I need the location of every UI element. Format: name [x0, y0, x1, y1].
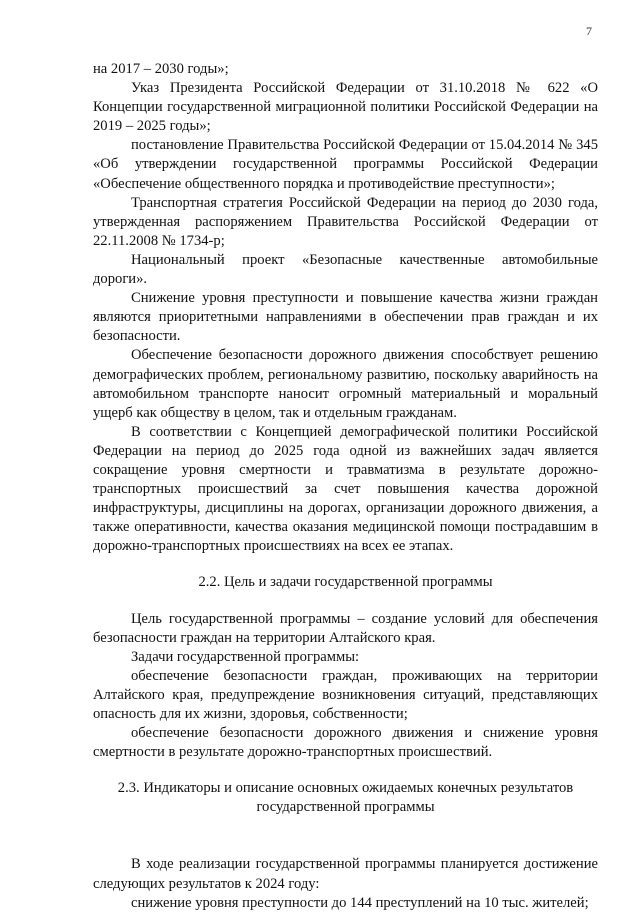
paragraph: снижение уровня преступности до 144 преступлений на 10 тыс. жителей;: [131, 894, 589, 911]
paragraph: на 2017 – 2030 годы»;: [93, 61, 229, 77]
paragraph: Цель государственной программы – создание условий для обеспечения безопасности граждан на территории Алтайского края.: [93, 610, 598, 646]
page-number: 7: [586, 24, 592, 38]
paragraph: В ходе реализации государственной программы планируется достижение следующих результатов к 2024 году:: [93, 856, 598, 892]
paragraph: Обеспечение безопасности дорожного движения способствует решению демографических проблем, региональному развитию, поскольку аварийность на автомобильном транспорте наносит огромный материальный и моральный ущерб как обществу в целом, так и отдельным гражданам.: [93, 347, 598, 421]
paragraph: постановление Правительства Российской Федерации от 15.04.2014 № 345 «Об утверждении государственной программы Российской Федерации «Обеспечение общественного порядка и противодействие преступности»;: [93, 137, 598, 192]
section-heading-2-2: 2.2. Цель и задачи государственной программы: [198, 574, 493, 591]
paragraph: В соответствии с Концепцией демографической политики Российской Федерации на период до 2025 года одной из важнейших задач является сокращение уровня смертности и травматизма в результате дорожно-транспортных происшествий за счет повышения качества дорожной инфраструктуры, дисциплины на дорогах, организации дорожного движения, а также оперативности, качества оказания медицинской помощи пострадавшим в дорожно-транспортных происшествиях на всех ее этапах.: [93, 423, 598, 555]
section-heading-2-3-line2: государственной программы: [256, 799, 435, 816]
paragraph: Задачи государственной программы:: [131, 648, 360, 665]
paragraph: Указ Президента Российской Федерации от 31.10.2018 № 622 «О Концепции государственной миграционной политики Российской Федерации на 2019 – 2025 годы»;: [93, 80, 598, 135]
paragraph: обеспечение безопасности граждан, проживающих на территории Алтайского края, предупреждение возникновения ситуаций, представляющих опасность для их жизни, здоровья, собственности;: [93, 667, 598, 722]
document-body: [93, 60, 598, 913]
paragraph: обеспечение безопасности дорожного движения и снижение уровня смертности в результате дорожно-транспортных происшествий.: [93, 725, 598, 761]
paragraph: Снижение уровня преступности и повышение качества жизни граждан являются приоритетными направлениями в обеспечении прав граждан и их безопасности.: [93, 290, 598, 345]
section-heading-2-3: [93, 779, 598, 817]
paragraph: Транспортная стратегия Российской Федерации на период до 2030 года, утвержденная распоряжением Правительства Российской Федерации от 22.11.2008 № 1734-р;: [93, 194, 598, 249]
paragraph: Национальный проект «Безопасные качественные автомобильные дороги».: [93, 251, 598, 288]
section-heading-2-3-line1: 2.3. Индикаторы и описание основных ожидаемых конечных результатов: [117, 780, 574, 797]
